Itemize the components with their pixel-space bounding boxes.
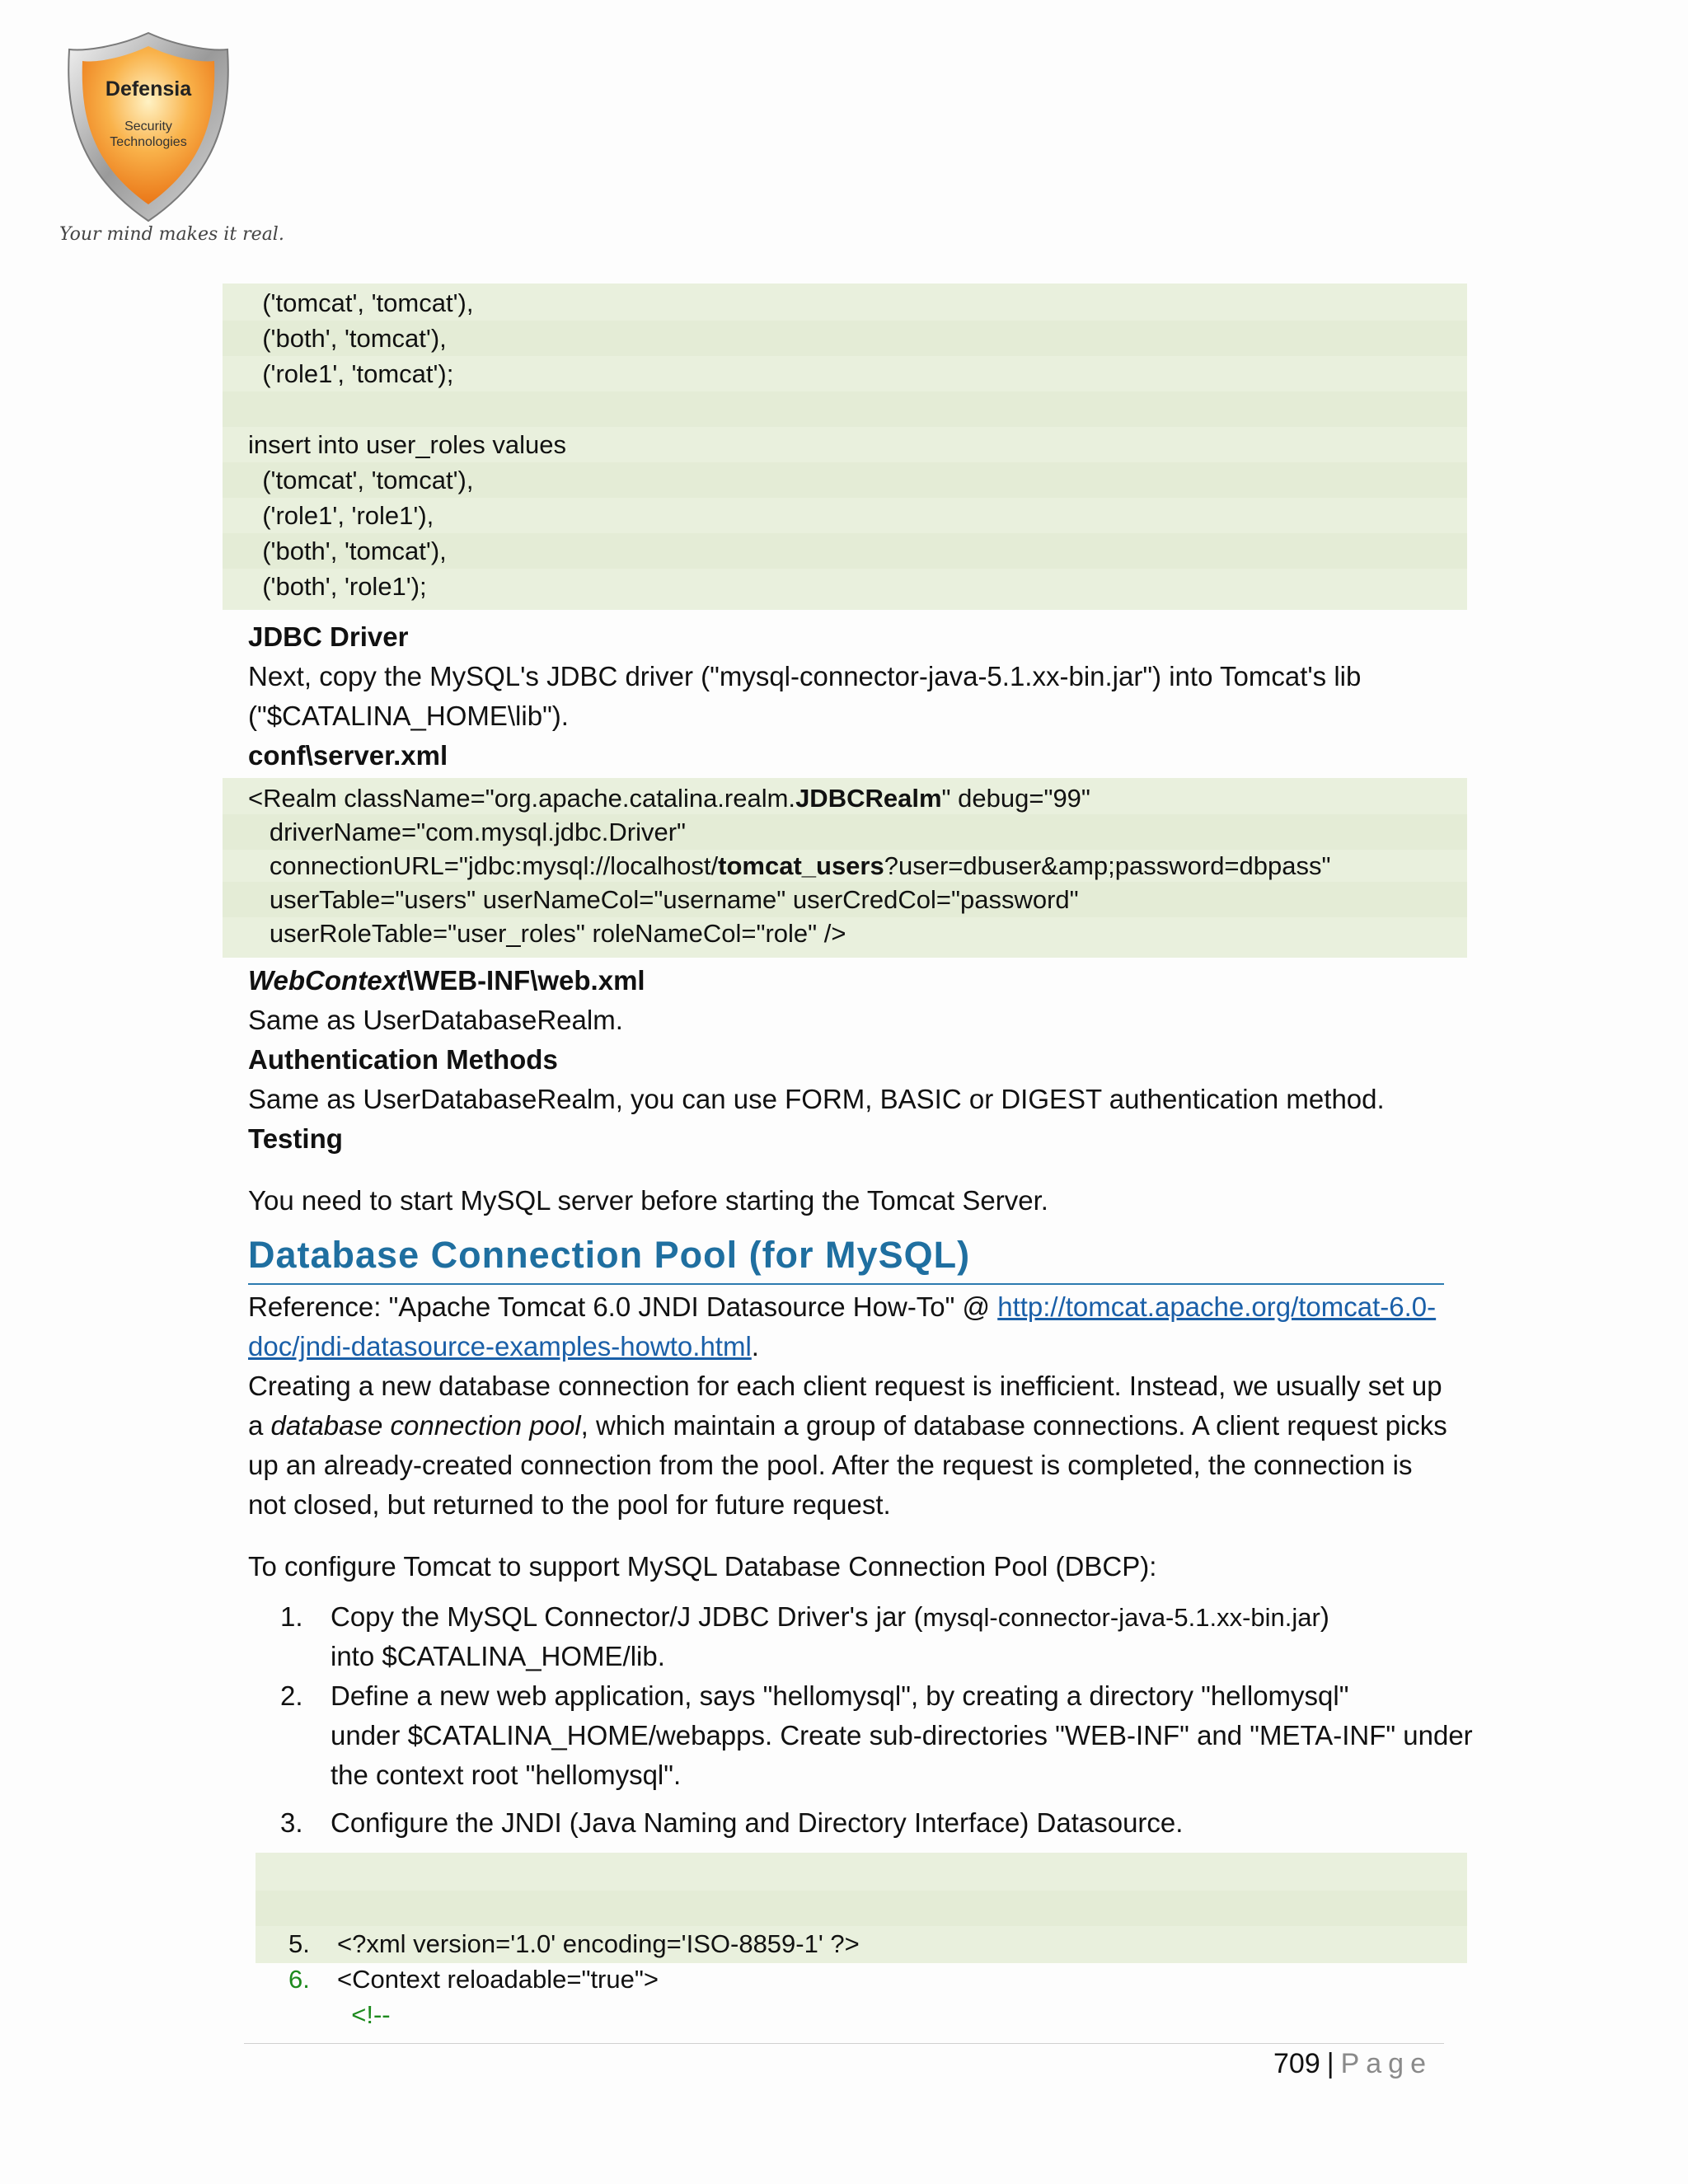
web-xml-heading-italic: WebContext — [248, 965, 406, 996]
step-2-line3: the context root "hellomysql". — [331, 1760, 682, 1790]
step-small-text: mysql-connector-java-5.1.xx-bin.jar — [922, 1603, 1320, 1632]
code-text: connectionURL="jdbc:mysql://localhost/ — [248, 851, 719, 880]
reference-line2 — [248, 1327, 759, 1366]
testing-heading: Testing — [248, 1123, 343, 1154]
code-comment-text: <!-- — [337, 2000, 391, 2029]
code-text: <Context reloadable="true"> — [337, 1965, 659, 1994]
jdbc-driver-heading: JDBC Driver — [248, 621, 409, 652]
jdbc-driver-text-line2: ("$CATALINA_HOME\lib"). — [248, 701, 569, 731]
code-line: ('both', 'tomcat'), — [223, 533, 1467, 569]
logo-tagline: Your mind makes it real. — [59, 224, 284, 245]
logo-sub2: Technologies — [110, 135, 187, 149]
code-line: ('tomcat', 'tomcat'), — [223, 462, 1467, 498]
paragraph-line: up an already-created connection from the pool. After the request is completed, the connection is — [248, 1450, 1413, 1480]
code-line: ('both', 'role1'); — [248, 572, 427, 601]
code-line: ('both', 'tomcat'), — [223, 321, 1467, 356]
context-xml-code-block — [256, 1853, 1467, 2029]
paragraph-italic-text: database connection pool — [270, 1410, 581, 1441]
section-title-underline — [248, 1283, 1444, 1285]
code-text: ?user=dbuser&amp;password=dbpass" — [884, 851, 1331, 880]
code-text: <?xml version='1.0' encoding='ISO-8859-1' ?> — [337, 1929, 860, 1958]
paragraph-text: a — [248, 1410, 271, 1441]
sql-code-block — [223, 284, 1467, 610]
logo-sub1: Security — [124, 120, 172, 134]
code-line-number: 5. — [288, 1929, 310, 1958]
paragraph-text: , which maintain a group of database connections. A client request picks — [580, 1410, 1447, 1441]
footer-separator: | — [1326, 2048, 1334, 2079]
step-number: 3. — [280, 1807, 303, 1838]
step-2-line1: Define a new web application, says "hellomysql", by creating a directory "hellomysql" — [331, 1680, 1349, 1711]
paragraph-line — [248, 1406, 1447, 1446]
page-footer — [1273, 2048, 1432, 2080]
step-1-line1 — [331, 1597, 1329, 1638]
code-line-number: 6. — [288, 1965, 310, 1994]
reference-line1 — [248, 1287, 1436, 1327]
step-3-line1: Configure the JNDI (Java Naming and Directory Interface) Datasource. — [331, 1807, 1184, 1838]
page-number: 709 — [1273, 2048, 1320, 2079]
jdbc-driver-text-line1: Next, copy the MySQL's JDBC driver ("mysql-connector-java-5.1.xx-bin.jar") into Tomcat's lib — [248, 661, 1362, 691]
code-line — [256, 1855, 1467, 1958]
step-2-line2: under $CATALINA_HOME/webapps. Create sub-directories "WEB-INF" and "META-INF" under — [331, 1720, 1473, 1750]
reference-prefix: Reference: "Apache Tomcat 6.0 JNDI Datasource How-To" @ — [248, 1291, 998, 1322]
code-bold-text: tomcat_users — [718, 851, 884, 880]
reference-suffix: . — [751, 1331, 759, 1361]
auth-methods-heading: Authentication Methods — [248, 1044, 558, 1075]
web-xml-heading-rest: \WEB-INF\web.xml — [406, 965, 645, 996]
code-line: insert into user_roles values — [248, 430, 566, 459]
paragraph-line: not closed, but returned to the pool for future request. — [248, 1489, 891, 1520]
logo-brand: Defensia — [105, 77, 192, 101]
code-line: ('role1', 'tomcat'); — [248, 359, 454, 388]
section-title: Database Connection Pool (for MySQL) — [248, 1234, 971, 1276]
code-line — [223, 391, 1467, 427]
footer-rule — [244, 2043, 1444, 2044]
code-line: driverName="com.mysql.jdbc.Driver" — [223, 814, 1467, 850]
auth-methods-text: Same as UserDatabaseRealm, you can use FORM, BASIC or DIGEST authentication method. — [248, 1084, 1385, 1114]
code-line — [248, 848, 1467, 883]
code-line: ('role1', 'role1'), — [248, 501, 434, 530]
server-xml-heading: conf\server.xml — [248, 740, 448, 771]
code-line: userTable="users" userNameCol="username" userCredCol="password" — [223, 882, 1467, 917]
step-1-line2: into $CATALINA_HOME/lib. — [331, 1641, 665, 1671]
step-number: 2. — [280, 1680, 303, 1711]
code-line — [248, 780, 1467, 816]
step-text: Copy the MySQL Connector/J JDBC Driver's jar ( — [331, 1601, 923, 1632]
code-line: ('tomcat', 'tomcat'), — [248, 288, 474, 317]
defensia-logo — [58, 30, 239, 252]
code-line: userRoleTable="user_roles" roleNameCol="role" /> — [248, 919, 846, 948]
web-xml-heading — [248, 961, 645, 1001]
step-text: ) — [1320, 1601, 1329, 1632]
paragraph-line: Creating a new database connection for each client request is inefficient. Instead, we usually set up — [248, 1371, 1442, 1401]
step-number: 1. — [280, 1601, 303, 1632]
page-label: Page — [1340, 2048, 1432, 2079]
web-xml-text: Same as UserDatabaseRealm. — [248, 1005, 623, 1035]
code-text: " debug="99" — [941, 784, 1090, 813]
paragraph-line: To configure Tomcat to support MySQL Database Connection Pool (DBCP): — [248, 1551, 1157, 1582]
server-xml-code-block — [223, 778, 1467, 958]
testing-text: You need to start MySQL server before starting the Tomcat Server. — [248, 1185, 1048, 1216]
reference-link-part1[interactable]: http://tomcat.apache.org/tomcat-6.0- — [997, 1291, 1437, 1322]
reference-link-part2[interactable]: doc/jndi-datasource-examples-howto.html — [248, 1331, 752, 1361]
code-bold-text: JDBCRealm — [795, 784, 942, 813]
code-text: <Realm className="org.apache.catalina.realm. — [248, 784, 796, 813]
